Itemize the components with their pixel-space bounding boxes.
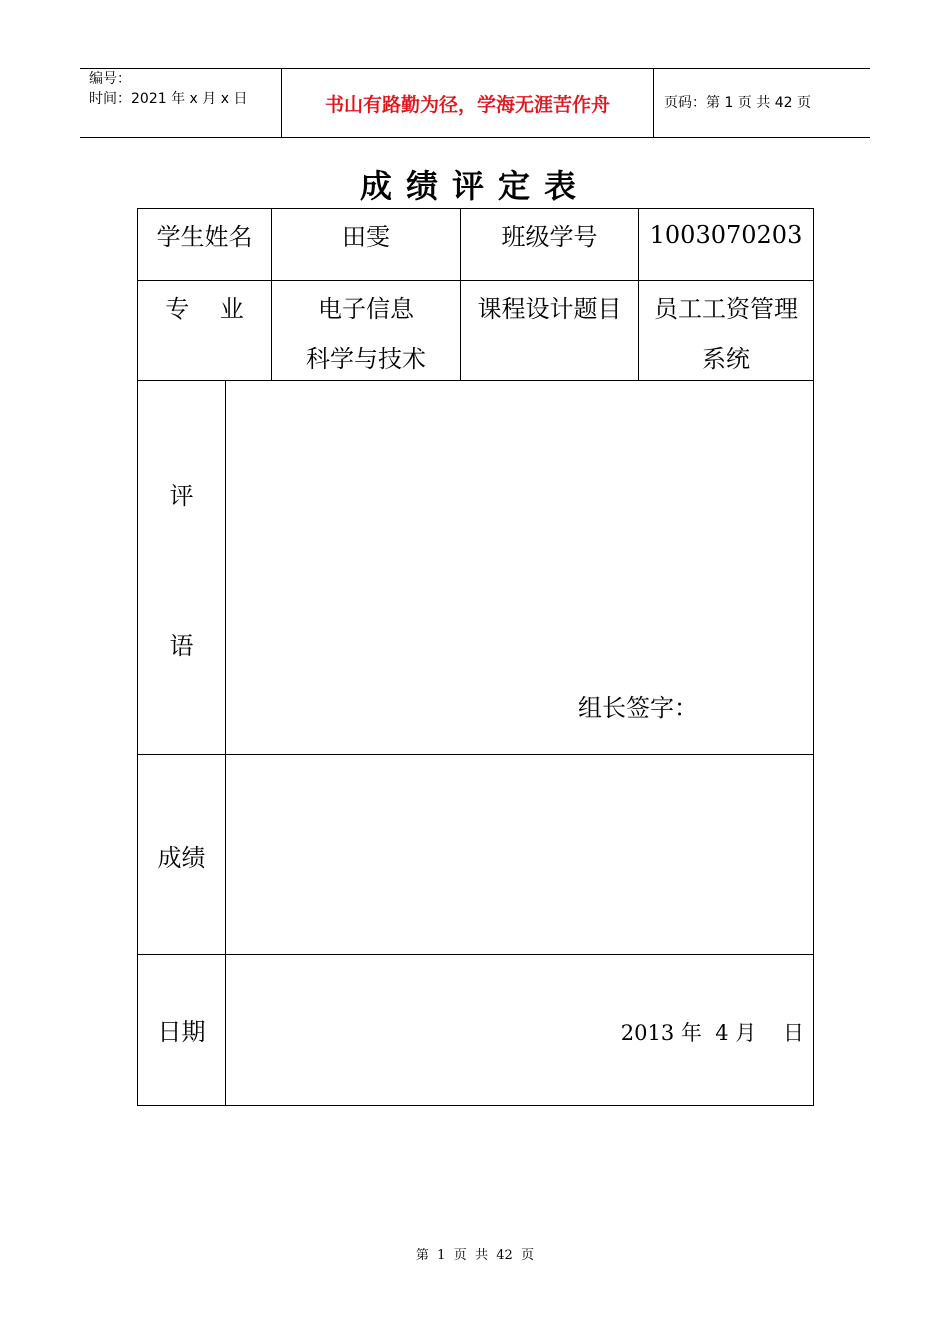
- serial-number-label: 编号：: [89, 71, 131, 87]
- row-divider: [138, 380, 813, 381]
- comment-label-char-2: 语: [169, 632, 194, 660]
- course-topic-label: 课程设计题目: [477, 295, 622, 323]
- column-divider: [225, 380, 226, 1105]
- student-name-label: 学生姓名: [156, 223, 253, 251]
- row-divider: [138, 754, 813, 755]
- page-number-label: 页码：第 1 页 共 42 页: [664, 95, 811, 111]
- comment-label-char-1: 评: [169, 482, 194, 510]
- major-value-line2: 科学与技术: [306, 345, 426, 373]
- header-page-cell: [654, 69, 870, 137]
- class-id-value: 1003070203: [649, 221, 803, 249]
- page-title: 成绩评定表: [359, 167, 590, 205]
- page-header: [80, 68, 870, 138]
- header-info-cell: [80, 69, 282, 137]
- course-topic-value-line1: 员工工资管理: [654, 295, 798, 323]
- motto-text: 书山有路勤为径，学海无涯苦作舟: [324, 94, 610, 116]
- row-divider: [138, 280, 813, 281]
- header-motto-cell: [282, 69, 654, 137]
- time-label: 时间：2021 年 x 月 x 日: [89, 91, 248, 107]
- page-footer: 第 1 页 共 42 页: [415, 1248, 535, 1263]
- course-topic-value-line2: 系统: [702, 345, 750, 373]
- group-leader-signature-label: 组长签字：: [578, 694, 698, 722]
- major-value-line1: 电子信息: [318, 295, 414, 323]
- date-label: 日期: [157, 1018, 206, 1046]
- date-value: 2013 年 4 月 日: [620, 1021, 804, 1045]
- class-id-label: 班级学号: [501, 223, 598, 251]
- row-divider: [138, 954, 813, 955]
- student-name-value: 田雯: [342, 223, 390, 251]
- score-label: 成绩: [157, 844, 206, 872]
- major-label: 专 业: [165, 295, 244, 323]
- evaluation-table: [137, 208, 814, 1106]
